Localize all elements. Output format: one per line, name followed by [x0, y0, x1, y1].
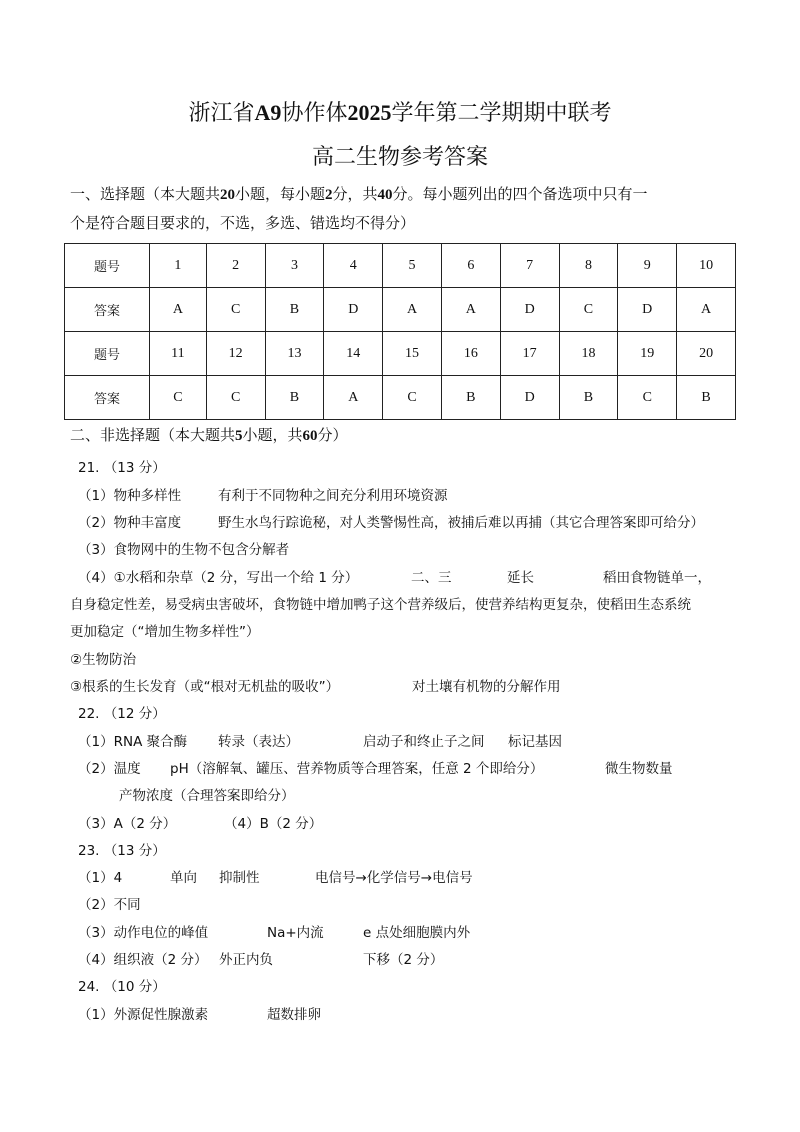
table-cell: B — [559, 376, 618, 420]
table-cell: 9 — [618, 244, 677, 288]
q24-heading: 24. （10 分） — [78, 979, 166, 995]
q22-line: （3）A（2 分） （4）B（2 分） — [78, 816, 323, 832]
table-cell: 10 — [677, 244, 736, 288]
table-cell: C — [383, 376, 442, 420]
table-cell: 3 — [265, 244, 324, 288]
answer-table — [64, 243, 736, 420]
table-cell: 11 — [150, 332, 207, 376]
table-cell: B — [677, 376, 736, 420]
table-cell: 16 — [441, 332, 500, 376]
table-header-cell: 答案 — [65, 288, 150, 332]
table-cell: 8 — [559, 244, 618, 288]
table-cell: 19 — [618, 332, 677, 376]
table-header-cell: 答案 — [65, 376, 150, 420]
section1-heading: 一、选择题（本大题共20小题，每小题2分，共40分。每小题列出的四个备选项中只有一 — [70, 185, 648, 203]
table-cell: 13 — [265, 332, 324, 376]
page-subtitle: 高二生物参考答案 — [311, 145, 488, 170]
table-cell: 15 — [383, 332, 442, 376]
q22-heading: 22. （12 分） — [78, 706, 166, 722]
q22-line: （1）RNA 聚合酶 转录（表达） 启动子和终止子之间 标记基因 — [78, 734, 562, 750]
table-cell: 20 — [677, 332, 736, 376]
table-row — [65, 376, 736, 420]
title-part: 协作体 — [281, 101, 348, 126]
section1-heading-line2: 个是符合题目要求的，不选，多选、错选均不得分） — [70, 214, 416, 232]
table-cell: 1 — [150, 244, 207, 288]
table-row — [65, 288, 736, 332]
q23-line: （2）不同 — [78, 897, 141, 913]
q21-line: ③根系的生长发育（或“根对无机盐的吸收”） 对土壤有机物的分解作用 — [70, 679, 561, 695]
q21-line: 更加稳定（“增加生物多样性”） — [70, 624, 260, 640]
section2-heading: 二、非选择题（本大题共5小题，共60分） — [70, 426, 348, 444]
q22-line: 产物浓度（合理答案即给分） — [119, 788, 295, 804]
table-cell: 12 — [206, 332, 265, 376]
table-cell: D — [500, 376, 559, 420]
table-cell: B — [265, 288, 324, 332]
table-cell: B — [265, 376, 324, 420]
q21-line: （2）物种丰富度 野生水鸟行踪诡秘，对人类警惕性高，被捕后难以再捕（其它合理答案即可给分） — [78, 515, 704, 531]
table-cell: 18 — [559, 332, 618, 376]
table-cell: D — [324, 288, 383, 332]
table-cell: C — [559, 288, 618, 332]
q21-line: （1）物种多样性 有利于不同物种之间充分利用环境资源 — [78, 488, 448, 504]
q21-line: （4）①水稻和杂草（2 分，写出一个给 1 分） 二、三 延长 稻田食物链单一， — [78, 570, 711, 586]
q23-line: （4）组织液（2 分） 外正内负 下移（2 分） — [78, 952, 444, 968]
table-header-cell: 题号 — [65, 332, 150, 376]
table-row — [65, 244, 736, 288]
table-cell: C — [206, 376, 265, 420]
table-cell: D — [618, 288, 677, 332]
q21-line: （3）食物网中的生物不包含分解者 — [78, 542, 290, 558]
q24-line: （1）外源促性腺激素 超数排卵 — [78, 1007, 321, 1023]
table-cell: 2 — [206, 244, 265, 288]
table-header-cell: 题号 — [65, 244, 150, 288]
q23-heading: 23. （13 分） — [78, 843, 166, 859]
q21-heading: 21. （13 分） — [78, 460, 166, 476]
table-cell: B — [441, 376, 500, 420]
table-row — [65, 332, 736, 376]
table-cell: A — [383, 288, 442, 332]
table-cell: 7 — [500, 244, 559, 288]
table-cell: 6 — [441, 244, 500, 288]
title-part: 2025 — [347, 100, 392, 125]
table-cell: A — [441, 288, 500, 332]
q23-line: （1）4 单向 抑制性 电信号→化学信号→电信号 — [78, 870, 473, 886]
table-cell: D — [500, 288, 559, 332]
table-cell: A — [677, 288, 736, 332]
page-title — [0, 96, 800, 127]
table-cell: C — [206, 288, 265, 332]
q23-line: （3）动作电位的峰值 Na+内流 e 点处细胞膜内外 — [78, 925, 471, 941]
title-part: A9 — [254, 100, 282, 125]
table-cell: 4 — [324, 244, 383, 288]
q21-line: 自身稳定性差，易受病虫害破坏，食物链中增加鸭子这个营养级后，使营养结构更复杂，使稻田生态系统 — [70, 597, 691, 613]
table-cell: A — [324, 376, 383, 420]
table-cell: 17 — [500, 332, 559, 376]
table-cell: A — [150, 288, 207, 332]
title-part: 浙江省 — [188, 101, 255, 126]
q22-line: （2）温度 pH（溶解氧、罐压、营养物质等合理答案，任意 2 个即给分） 微生物数量 — [78, 761, 673, 777]
table-cell: C — [618, 376, 677, 420]
table-cell: C — [150, 376, 207, 420]
table-cell: 5 — [383, 244, 442, 288]
table-cell: 14 — [324, 332, 383, 376]
title-part: 学年第二学期期中联考 — [391, 101, 612, 126]
q21-line: ②生物防治 — [70, 652, 137, 668]
